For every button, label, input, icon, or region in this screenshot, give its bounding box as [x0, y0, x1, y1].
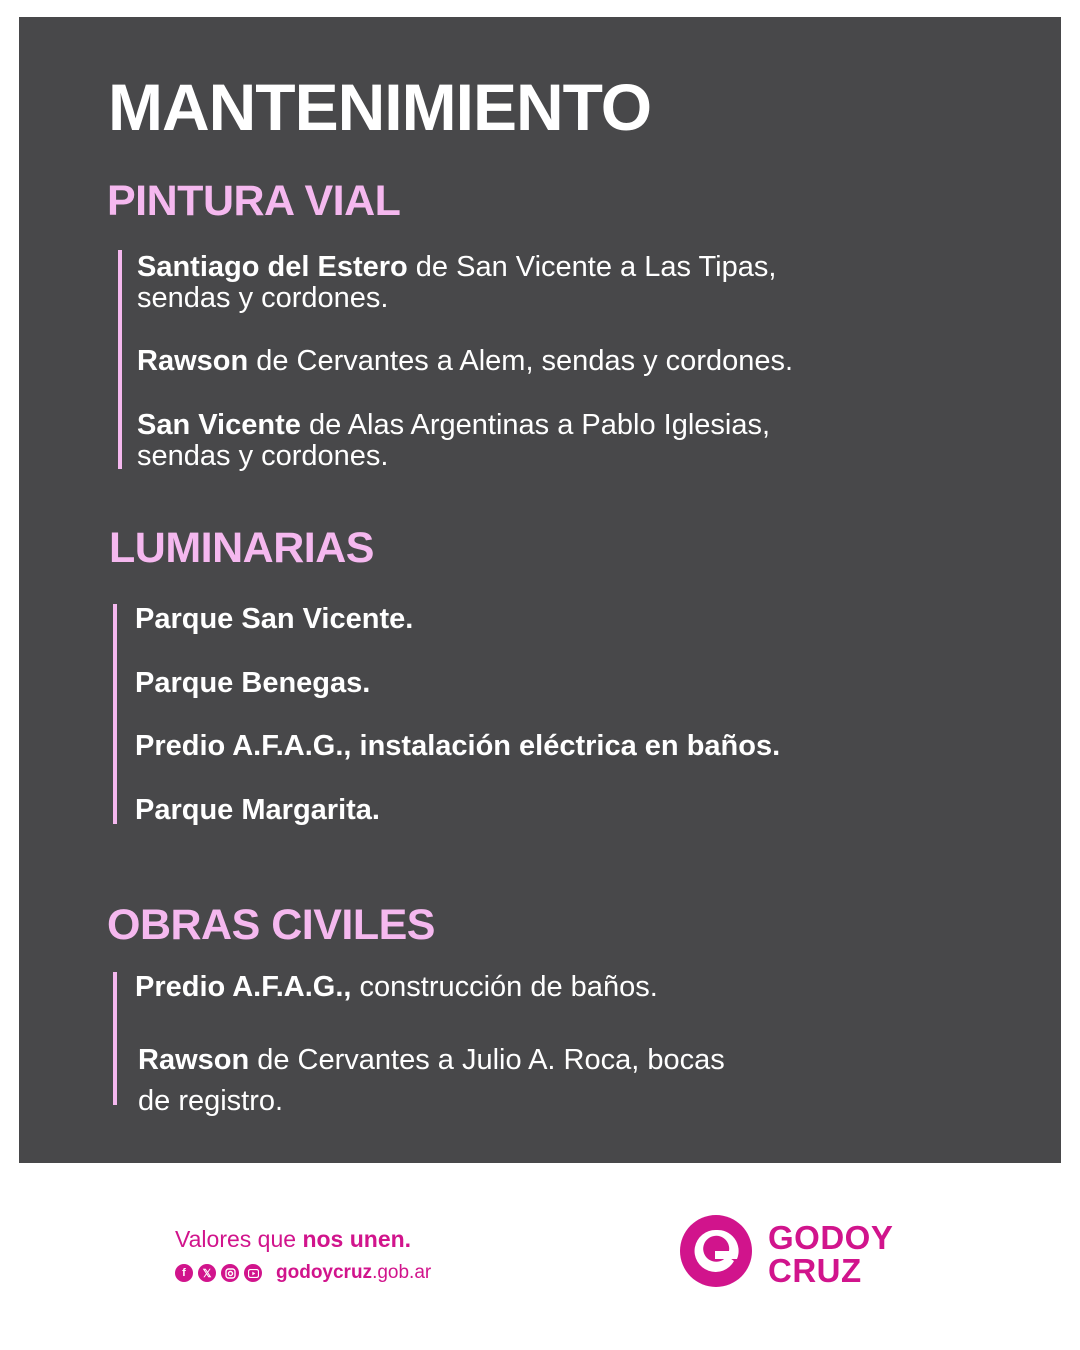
slogan-bold: nos unen. [302, 1226, 412, 1252]
youtube-icon[interactable] [244, 1264, 262, 1282]
section-heading-obras-civiles: OBRAS CIVILES [107, 901, 435, 949]
item-street-name: San Vicente [137, 409, 301, 441]
facebook-icon[interactable]: f [175, 1264, 193, 1282]
item-description-cont: sendas y cordones. [137, 440, 389, 472]
item-site-name: Predio A.F.A.G., [135, 971, 352, 1003]
item-description: de Alas Argentinas a Pablo Iglesias, [300, 409, 771, 441]
list-item [135, 972, 658, 1003]
x-icon[interactable]: 𝕏 [198, 1264, 216, 1282]
list-item: Parque San Vicente. [135, 603, 414, 635]
section-divider-bar [113, 604, 117, 824]
section-divider-bar [113, 972, 117, 1105]
item-street-name: Santiago del Estero [137, 251, 408, 283]
slogan-regular: Valores que [175, 1226, 303, 1252]
instagram-icon[interactable] [221, 1264, 239, 1282]
section-heading-luminarias: LUMINARIAS [109, 524, 374, 572]
website-bold: godoycruz [276, 1262, 373, 1283]
list-item [137, 346, 793, 377]
website-link[interactable] [276, 1262, 431, 1284]
page-title: MANTENIMIENTO [108, 70, 652, 144]
item-description: de Cervantes a Alem, sendas y cordones. [248, 345, 794, 377]
section-divider-bar [118, 250, 122, 469]
list-item [138, 1040, 725, 1122]
list-item [137, 410, 770, 472]
list-item [137, 252, 776, 314]
item-description: de San Vicente a Las Tipas, [407, 251, 777, 283]
social-links [175, 1262, 431, 1284]
item-description-cont: de registro. [138, 1085, 284, 1117]
website-domain: .gob.ar [372, 1262, 432, 1283]
list-item: Parque Benegas. [135, 667, 371, 699]
item-description-cont: sendas y cordones. [137, 282, 389, 314]
brand-name-line1: GODOY [768, 1219, 894, 1256]
section-heading-pintura-vial: PINTURA VIAL [107, 177, 401, 225]
brand-name-line2: CRUZ [768, 1252, 862, 1289]
item-description: de Cervantes a Julio A. Roca, bocas [249, 1044, 725, 1076]
list-item: Predio A.F.A.G., instalación eléctrica en baños. [135, 730, 781, 762]
slogan [175, 1226, 411, 1253]
item-street-name: Rawson [137, 345, 249, 377]
godoy-cruz-logo-icon [680, 1215, 752, 1287]
item-street-name: Rawson [138, 1044, 250, 1076]
item-description: construcción de baños. [351, 971, 658, 1003]
list-item: Parque Margarita. [135, 794, 380, 826]
